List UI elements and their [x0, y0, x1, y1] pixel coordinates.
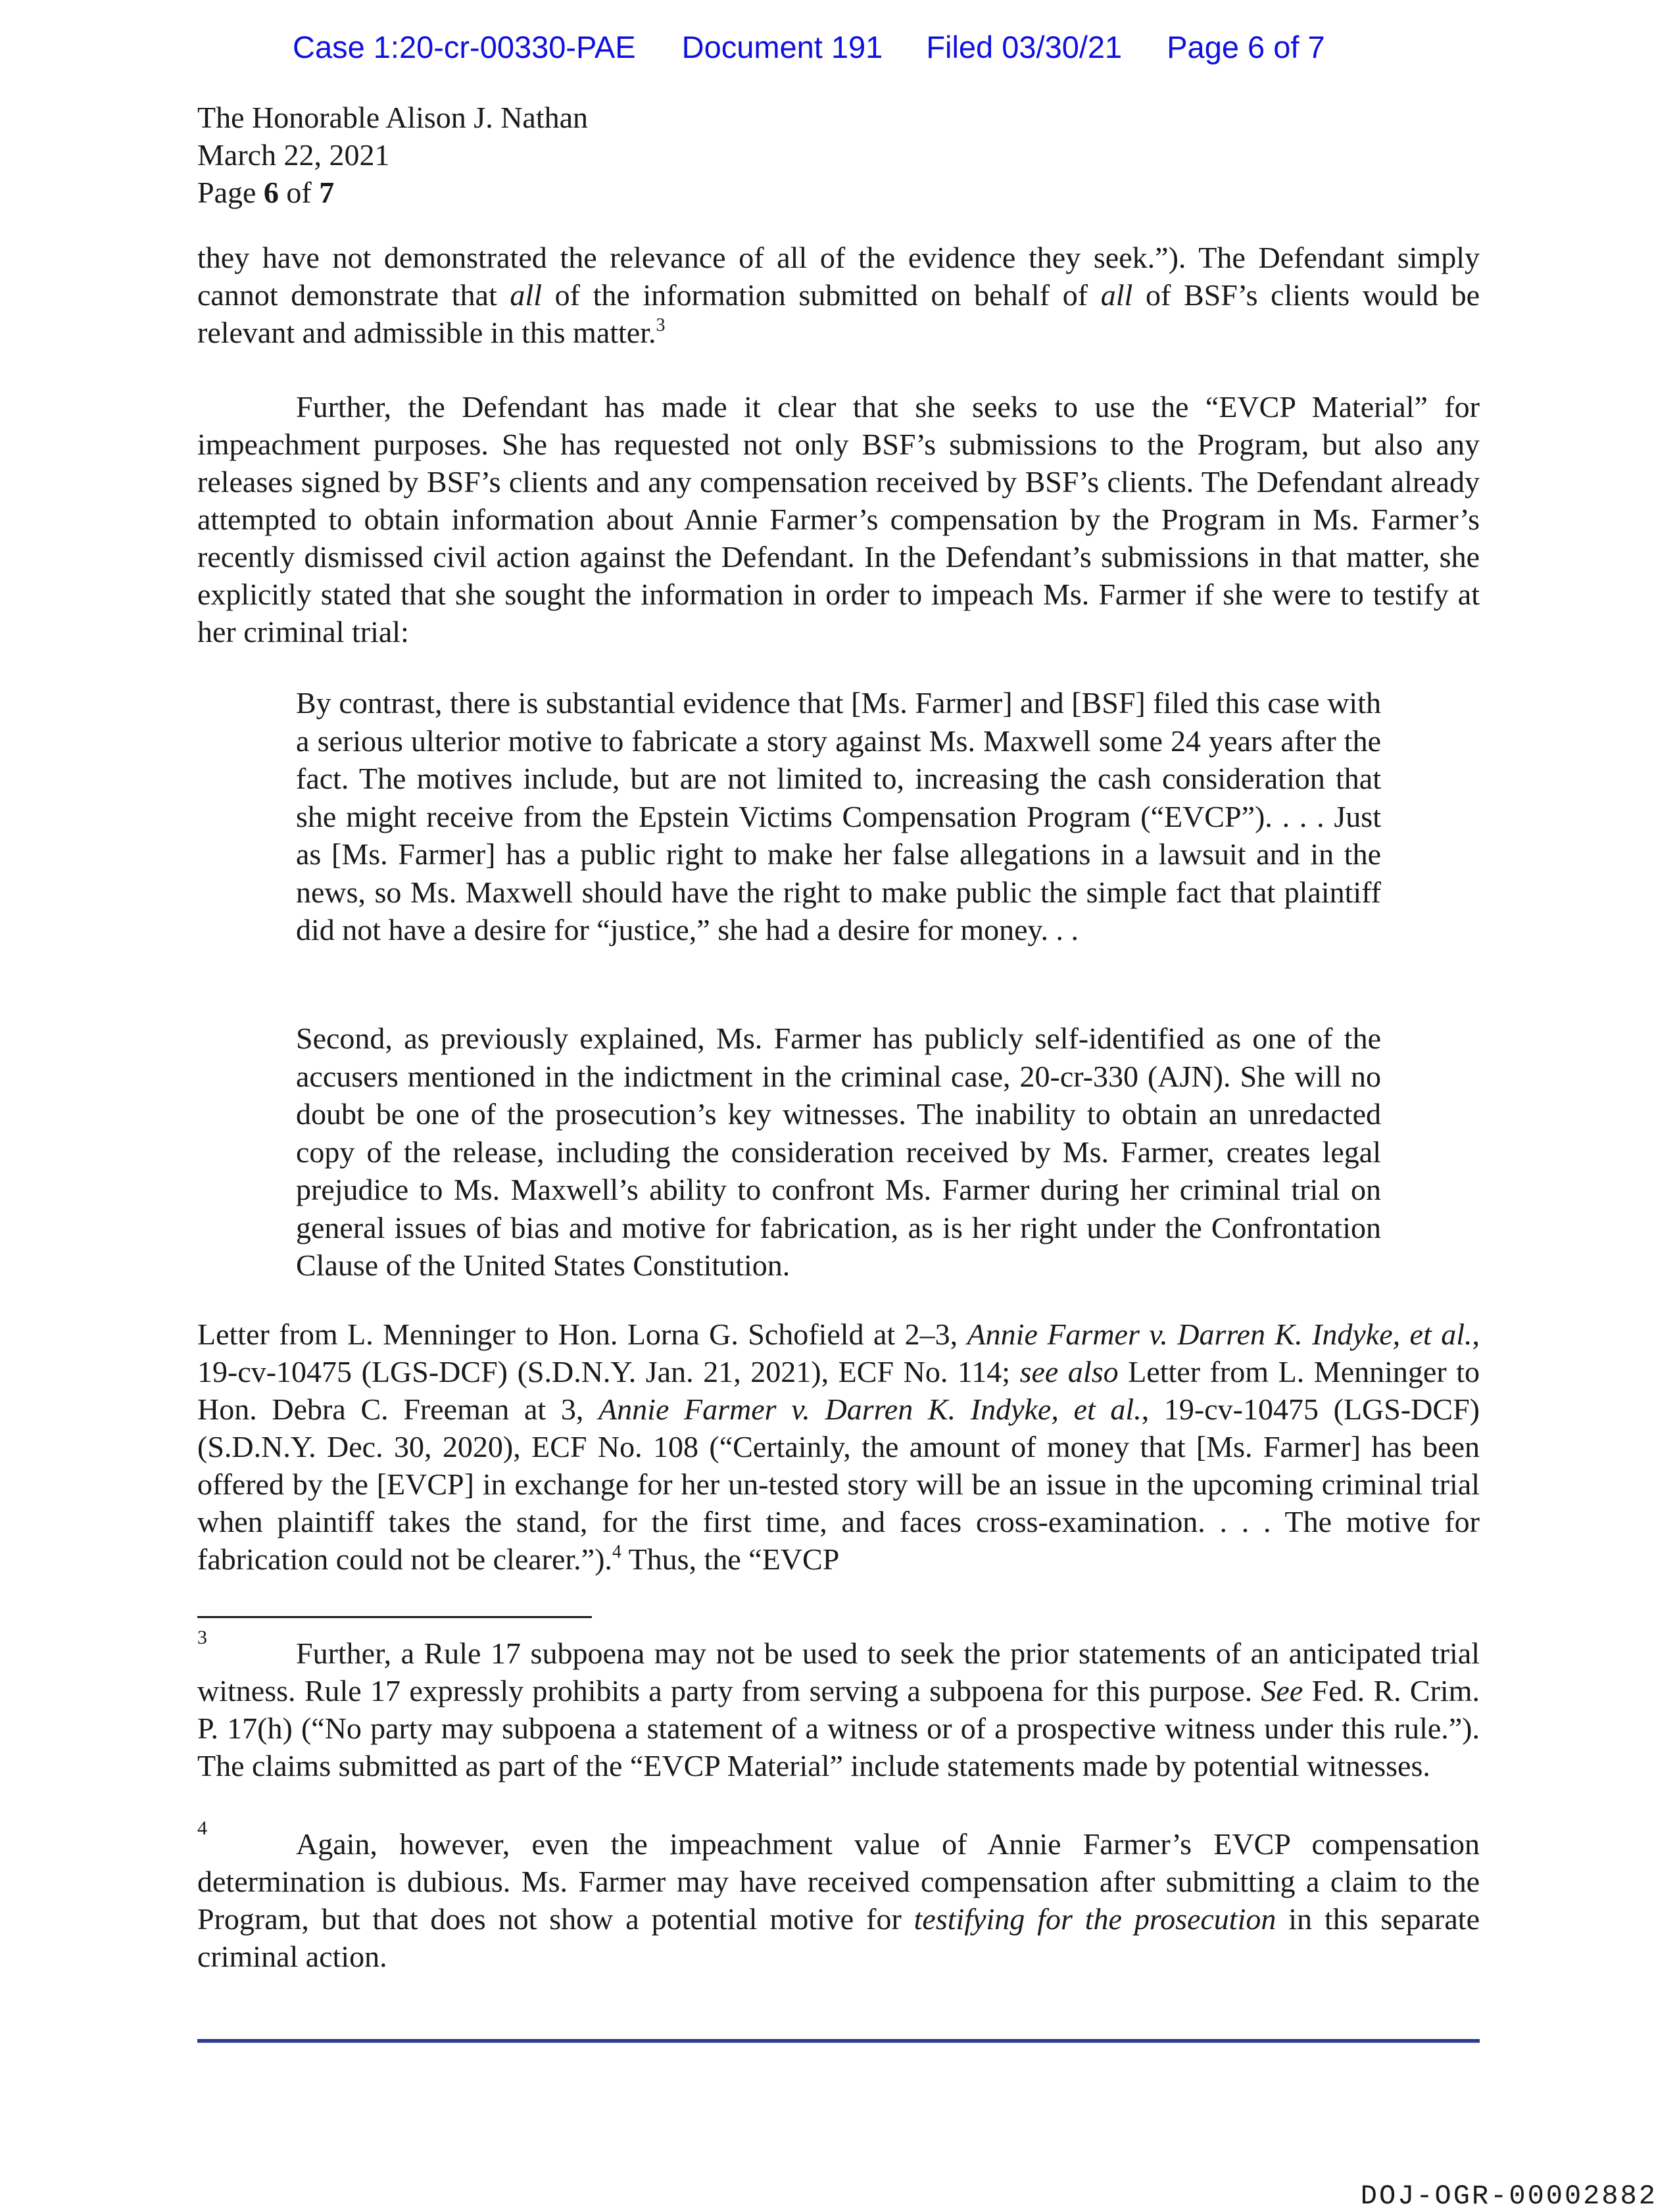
footnote-number: 3 [197, 1627, 207, 1648]
addressee: The Honorable Alison J. Nathan [197, 101, 589, 134]
paragraph-1: they have not demonstrated the relevance of all of the evidence they seek.”). The Defendant simply cannot demonstrate that all of the information submitted on behalf of all of BSF’s clients would be relevant and admissible in this matter.$^3$ [197, 241, 1480, 349]
footnote-separator [197, 1616, 592, 1618]
paragraph-3-citation: Letter from L. Menninger to Hon. Lorna G. Schofield at 2–3, Annie Farmer v. Darren K. Indyke, et al., 19-cv-10475 (LGS-DCF) (S.D.N.Y. Jan. 21, 2021), ECF No. 114; see also Letter from L. Menninger to Hon. Debra C. Freeman at 3, Annie Farmer v. Darren K. Indyke, et al., 19-cv-10475 (LGS-DCF) (S.D.N.Y. Dec. 30, 2020), ECF No. 108 (“Certainly, the amount of money that [Ms. Farmer] has been offered by the [EVCP] in exchange for her un-tested story will be an issue in the upcoming criminal trial when plaintiff takes the stand, for the first time, and faces cross-examination. . . . The motive for fabrication could not be clearer.”).$^4$ Thus, the “EVCP [197, 1317, 1480, 1576]
letter-date: March 22, 2021 [197, 138, 390, 172]
footnote-ref-3[interactable]: 3 [656, 315, 666, 335]
footnote-3: 3 Further, a Rule 17 subpoena may not be used to seek the prior statements of an anticipated trial witness. Rule 17 expressly prohibits a party from serving a subpoena for this purpose. See Fed. R. Crim. P. 17(h) (“No party may subpoena a statement of a witness or of a prospective witness under this rule.”). The claims submitted as part of the “EVCP Material” include statements made by potential witnesses. [197, 1627, 1480, 1782]
case-number: Case 1:20-cr-00330-PAE [293, 30, 636, 64]
footnote-ref-4[interactable]: 4 [612, 1542, 621, 1562]
footnote-number: 4 [197, 1817, 207, 1839]
filed-date: Filed 03/30/21 [926, 30, 1123, 64]
letter-header [197, 99, 588, 211]
footnote-4: 4 Again, however, even the impeachment value of Annie Farmer’s EVCP compensation determination is dubious. Ms. Farmer may have received compensation after submitting a claim to the Program, but that does not show a potential motive for testifying for the prosecution in this separate criminal action. [197, 1817, 1480, 1973]
document-number: Document 191 [681, 30, 883, 64]
block-quote-1: By contrast, there is substantial evidence that [Ms. Farmer] and [BSF] filed this case with a serious ulterior motive to fabricate a story against Ms. Maxwell some 24 years after the fact. The motives include, but are not limited to, increasing the cash consideration that she might receive from the Epstein Victims Compensation Program (“EVCP”). . . . Just as [Ms. Farmer] has a public right to make her false allegations in a lawsuit and in the news, so Ms. Maxwell should have the right to make public the simple fact that plaintiff did not have a desire for “justice,” she had a desire for money. . . [296, 686, 1381, 946]
bottom-divider [197, 2039, 1480, 2042]
paragraph-2: Further, the Defendant has made it clear that she seeks to use the “EVCP Material” for impeachment purposes. She has requested not only BSF’s submissions to the Program, but also any releases signed by BSF’s clients and any compensation received by BSF’s clients. The Defendant already attempted to obtain information about Annie Farmer’s compensation by the Program in Ms. Farmer’s recently dismissed civil action against the Defendant. In the Defendant’s submissions in that matter, she explicitly stated that she sought the information in order to impeach Ms. Farmer if she were to testify at her criminal trial: [197, 390, 1480, 649]
ecf-filing-header [293, 29, 1325, 65]
ecf-page-number: Page 6 of 7 [1167, 30, 1325, 64]
block-quote-2: Second, as previously explained, Ms. Farmer has publicly self-identified as one of the accusers mentioned in the indictment in the criminal case, 20-cr-330 (AJN). She will no doubt be one of the prosecution’s key witnesses. The inability to obtain an unredacted copy of the release, including the consideration received by Ms. Farmer, creates legal prejudice to Ms. Maxwell’s ability to confront Ms. Farmer during her criminal trial on general issues of bias and motive for fabrication, as is her right under the Confrontation Clause of the United States Constitution. [296, 1021, 1381, 1282]
bates-number: DOJ-OGR-00002882 [1360, 2180, 1657, 2212]
letter-page-number: Page 6 of 7 [197, 176, 335, 209]
